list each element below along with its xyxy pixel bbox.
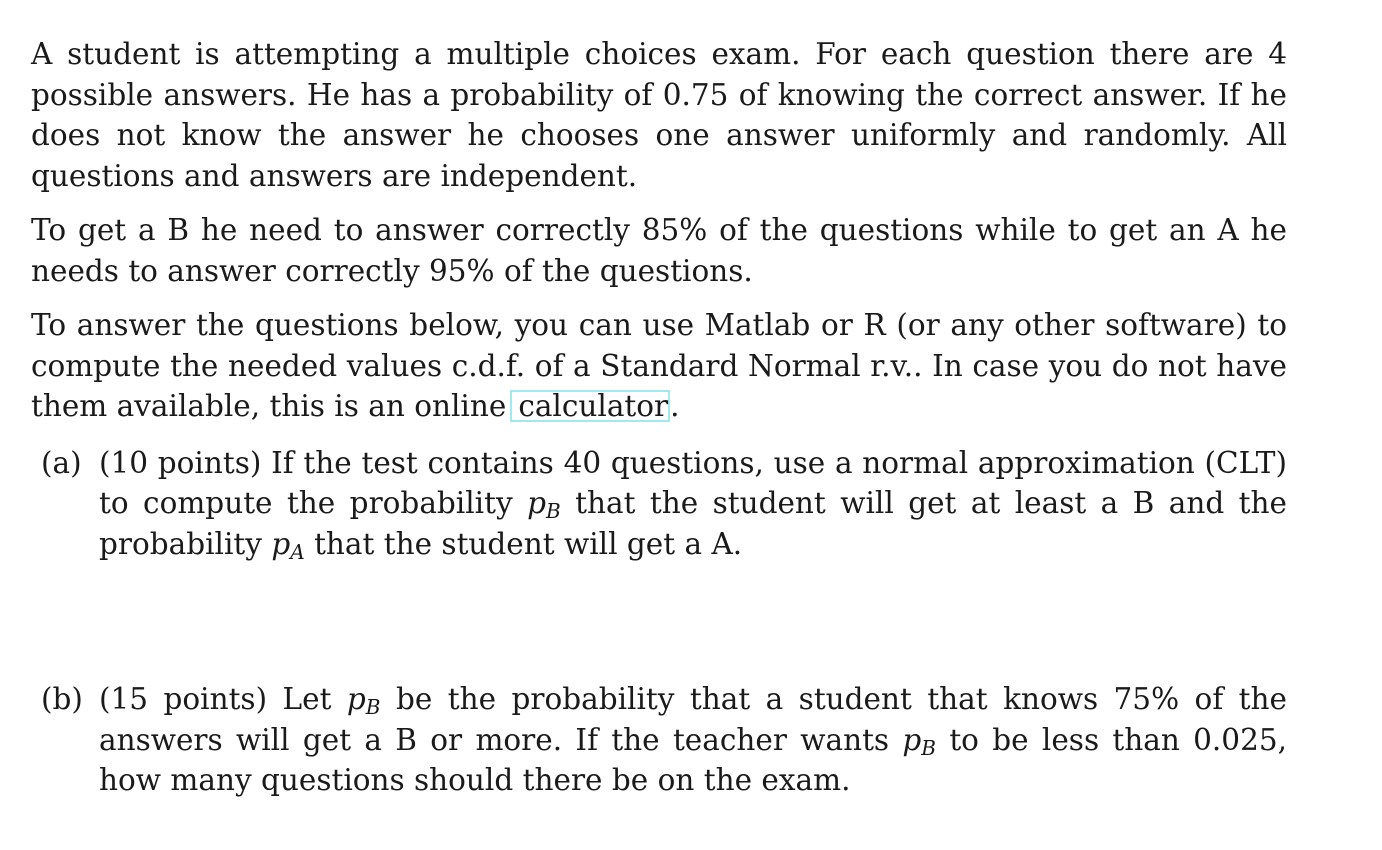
intro-paragraph: A student is attempting a multiple choices exam. For each question there are 4 possible answers. He has a probability of 0.75 of knowing the correct answer. If he does not know the answer he chooses one answer uniformly and randomly. All questions and answers are independent. [31, 37, 1287, 193]
question-b-text-1: (15 points) Let [99, 682, 347, 716]
symbol-p-b: $p_B$ [346, 682, 381, 719]
link-period: . [670, 389, 680, 423]
question-a [41, 443, 1287, 565]
grade-requirement-paragraph: To get a B he need to answer correctly 85% of the questions while to get an A he needs to answer correctly 95% of the questions. [31, 213, 1287, 288]
question-a-text-3: that the student will get a A. [304, 526, 743, 561]
symbol-p-b: $p_B$ [902, 722, 937, 760]
question-b-label: (b) [41, 682, 83, 716]
question-a-text-1: (10 points) If the test contains 40 questions, use a normal approximation (CLT) to compute the probability [99, 445, 1287, 520]
symbol-p-a: $p_A$ [271, 526, 305, 564]
question-b [41, 679, 1287, 801]
software-note-paragraph [31, 305, 1287, 427]
question-a-label: (a) [41, 445, 82, 480]
symbol-p-b: $p_B$ [527, 486, 561, 523]
software-note-text: To answer the questions below, you can use Matlab or R (or any other software) to compute the needed values c.d.f. of a Standard Normal r.v.. In case you do not have them available, this is an online [31, 308, 1287, 423]
question-a-text-2: that the student will get at least a B and the probability [99, 486, 1287, 561]
calculator-link[interactable]: calculator [510, 390, 670, 422]
problem-document [31, 34, 1287, 801]
question-b-text-2: be the probability that a student that knows 75% of the answers will get a B or more. If the teacher wants [99, 682, 1287, 757]
question-b-text-3: to be less than 0.025, how many questions should there be on the exam. [99, 722, 1287, 797]
